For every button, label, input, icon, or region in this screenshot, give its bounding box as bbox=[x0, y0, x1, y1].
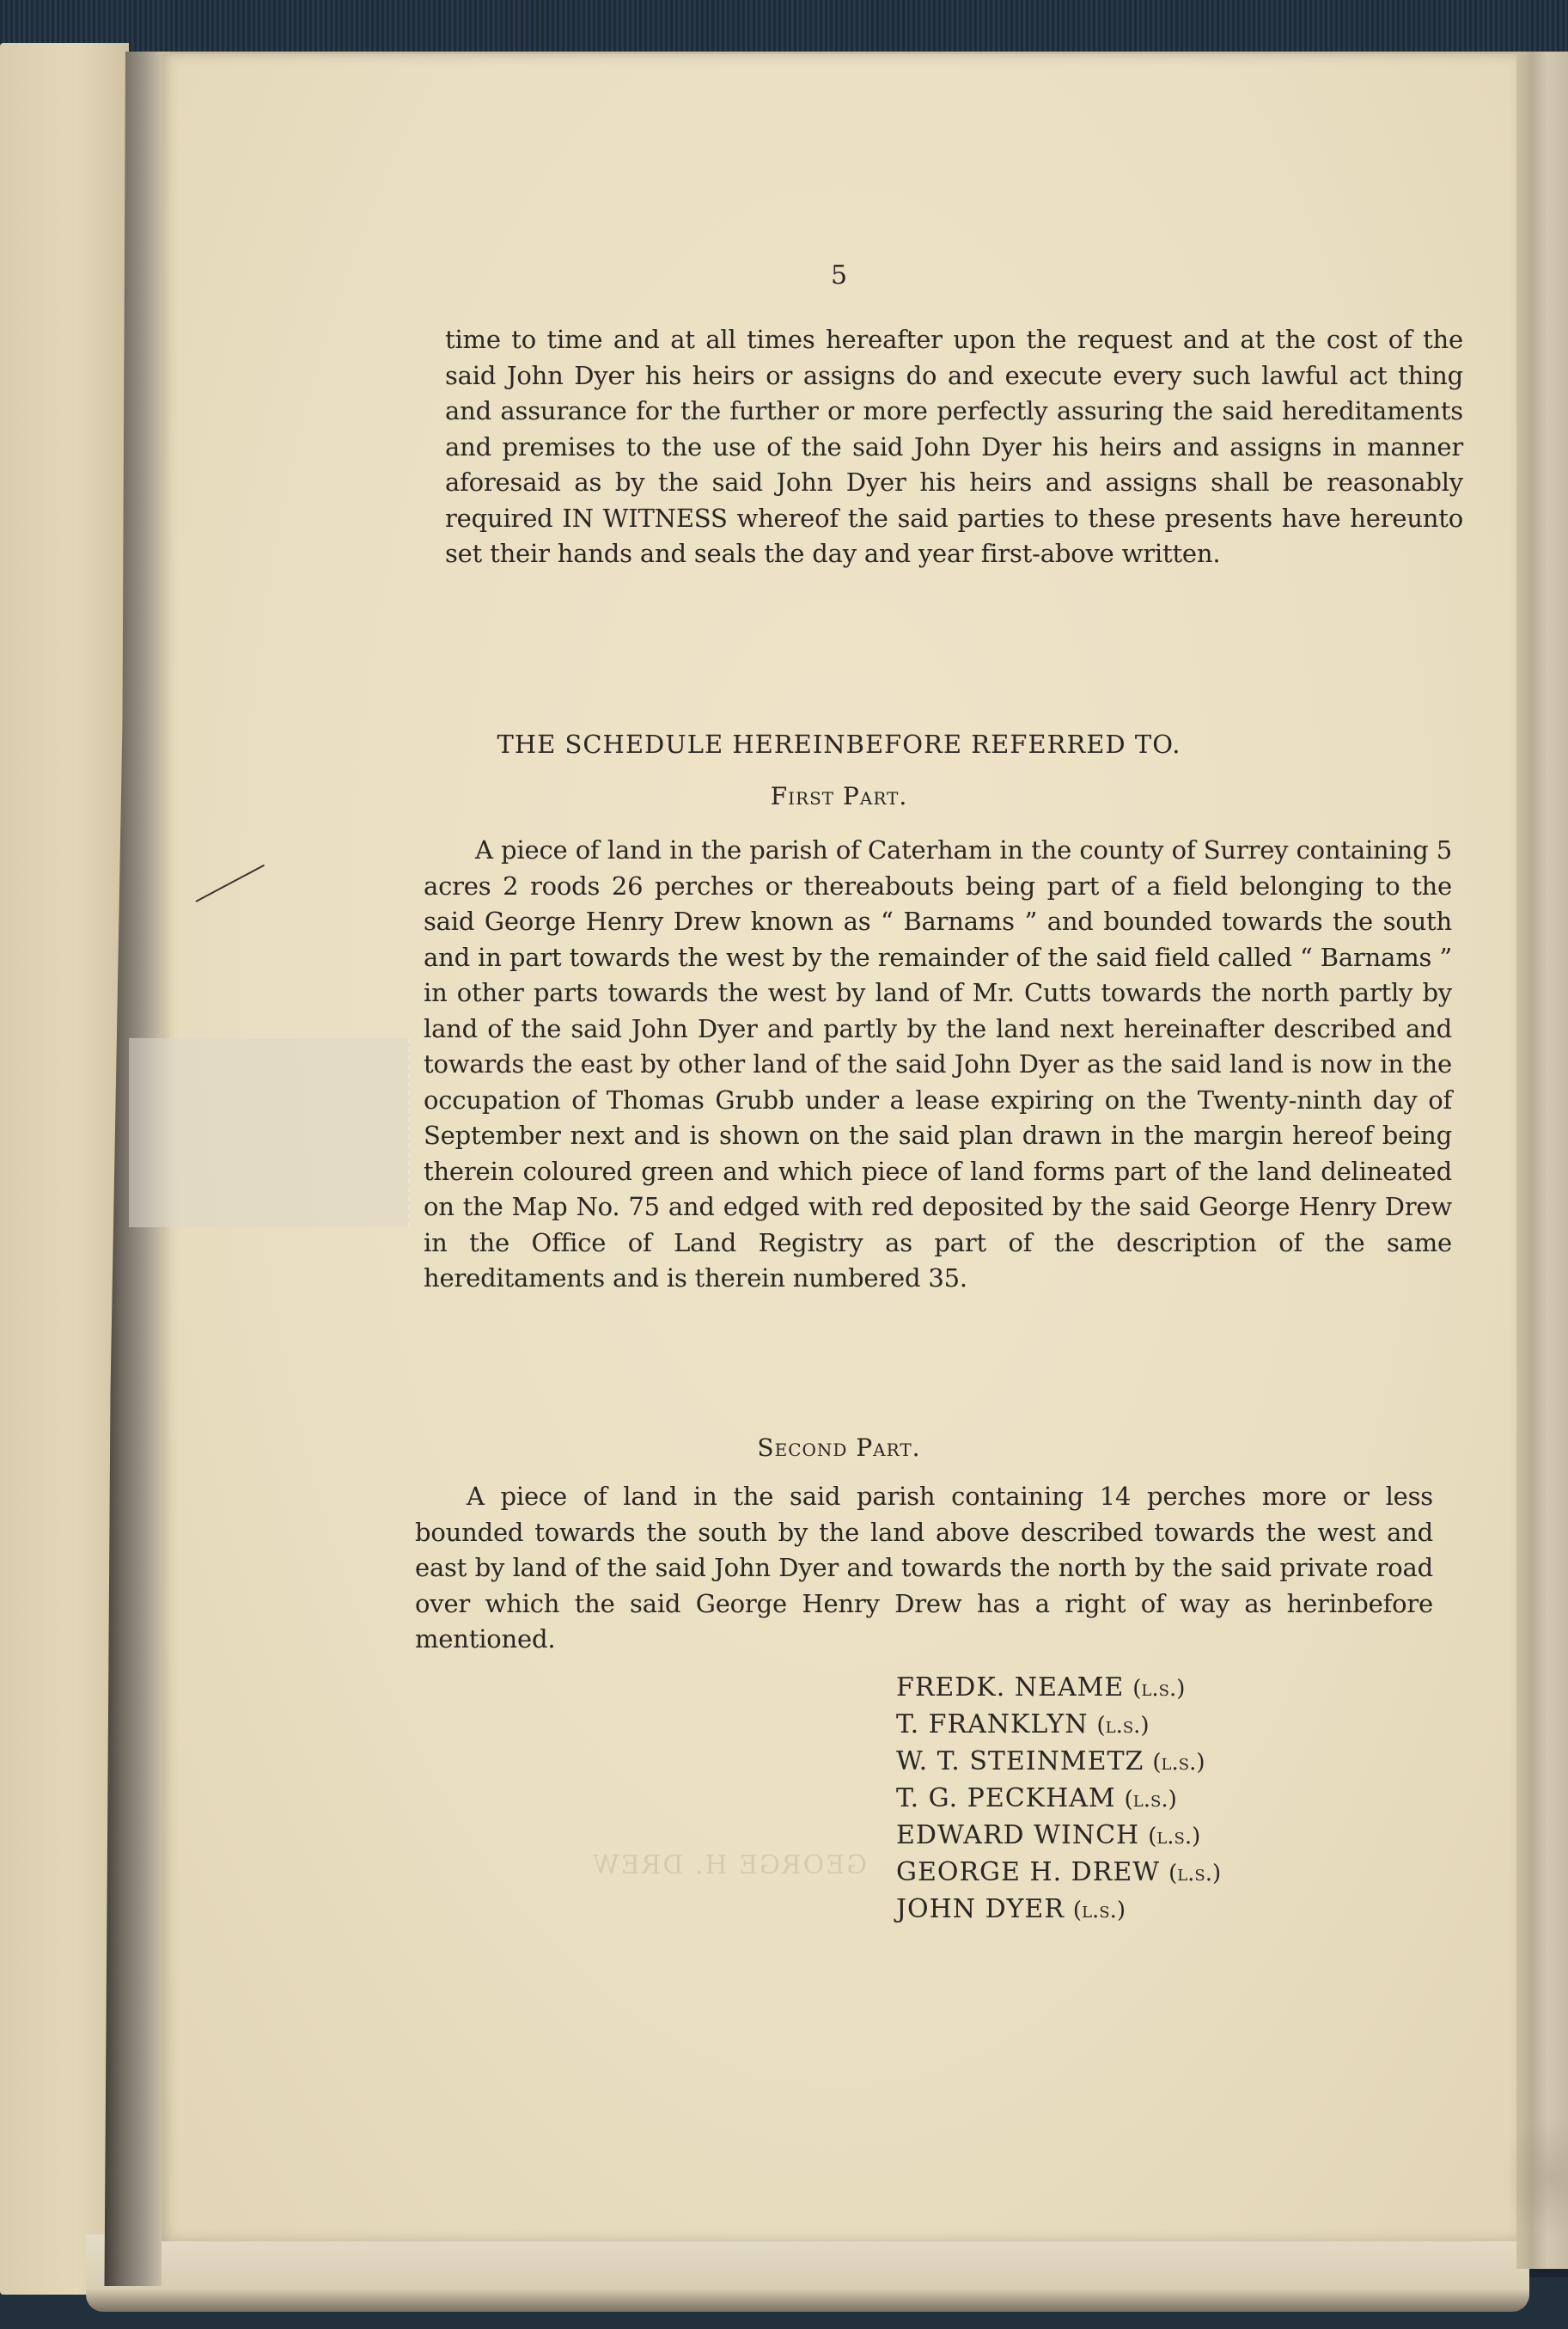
page-number: 5 bbox=[830, 260, 848, 290]
signatory bbox=[896, 1855, 1221, 1892]
paper-stain bbox=[1502, 2117, 1568, 2237]
seal-mark: (l.s.) bbox=[1096, 1713, 1150, 1739]
first-part-heading: First Part. bbox=[770, 782, 908, 810]
seal-mark: (l.s.) bbox=[1148, 1824, 1201, 1849]
signatory bbox=[896, 1670, 1221, 1707]
opening-paragraph: time to time and at all times hereafter upon the request and at the cost of the said John Dyer his heirs or assigns do and execute every such lawful act thing and assurance for the further or more perfectly assuring the said hereditaments and premises to the use of the said John Dyer his heirs and assigns in manner aforesaid as by the said John Dyer his heirs and assigns shall be reasonably required IN WITNESS whereof the said parties to these presents have hereunto set their hands and seals the day and year first-above written. bbox=[445, 325, 1463, 568]
seal-mark: (l.s.) bbox=[1152, 1750, 1205, 1776]
signatory-name: T. G. PECKHAM bbox=[896, 1783, 1116, 1813]
signatory bbox=[896, 1818, 1221, 1855]
seal-mark: (l.s.) bbox=[1124, 1787, 1177, 1812]
signatories-list bbox=[896, 1670, 1221, 1929]
signatory-name: EDWARD WINCH bbox=[896, 1820, 1140, 1850]
underlying-page-edge bbox=[86, 2234, 1529, 2312]
signatory-name: JOHN DYER bbox=[896, 1894, 1065, 1924]
second-part-heading: Second Part. bbox=[757, 1433, 921, 1462]
signatory bbox=[896, 1892, 1221, 1929]
page-stack-edge bbox=[1516, 52, 1568, 2269]
seal-mark: (l.s.) bbox=[1072, 1898, 1126, 1923]
signatory-name: T. FRANKLYN bbox=[896, 1709, 1089, 1739]
seal-mark: (l.s.) bbox=[1168, 1861, 1222, 1886]
schedule-heading: THE SCHEDULE HEREINBEFORE REFERRED TO. bbox=[497, 730, 1181, 759]
signatory bbox=[896, 1707, 1221, 1744]
repair-tape bbox=[129, 1038, 410, 1227]
seal-mark: (l.s.) bbox=[1132, 1676, 1186, 1702]
first-part-text: A piece of land in the parish of Caterham in the county of Surrey containing 5 acres 2 roods 26 perches or thereabouts being part of a field belonging to the said George Henry Drew known as “ Barnams ” and bounded towards the south and in part towards the west by the remainder of the said field called “ Barnams ” in other parts towards the west by land of Mr. Cutts towards the north partly by land of the said John Dyer and partly by the land next hereinafter described and towards the east by other land of the said John Dyer as the said land is now in the occupation of Thomas Grubb under a lease expiring on the Twenty-ninth day of September next and is shown on the said plan drawn in the margin hereof being therein coloured green and which piece of land forms part of the land delineated on the Map No. 75 and edged with red deposited by the said George Henry Drew in the Office of Land Registry as part of the description of the same hereditaments and is therein numbered 35. bbox=[424, 835, 1452, 1293]
second-part-text: A piece of land in the said parish containing 14 perches more or less bounded towards the south by the land above described towards the west and east by land of the said John Dyer and towards the north by the said private road over which the said George Henry Drew has a right of way as herinbefore mentioned. bbox=[415, 1482, 1433, 1654]
signatory-name: FREDK. NEAME bbox=[896, 1672, 1125, 1702]
signatory bbox=[896, 1781, 1221, 1818]
signatory-name: W. T. STEINMETZ bbox=[896, 1746, 1144, 1776]
signatory-name: GEORGE H. DREW bbox=[896, 1857, 1161, 1887]
signatory bbox=[896, 1744, 1221, 1781]
show-through-text: GEORGE H. DREW bbox=[591, 1850, 868, 1880]
